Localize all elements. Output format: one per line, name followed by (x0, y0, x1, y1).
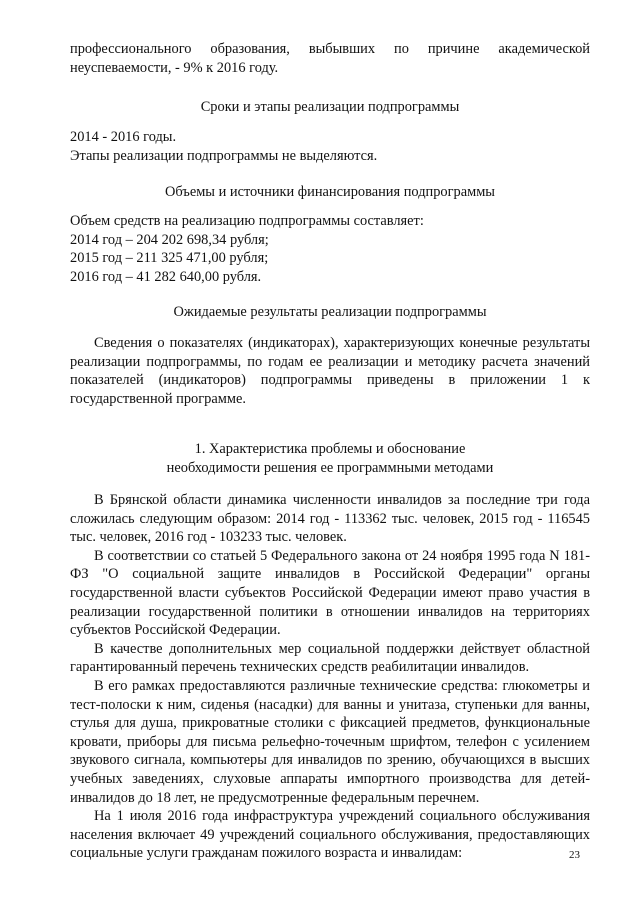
paragraph-additional-support: В качестве дополнительных мер социальной поддержки действует областной гарантированный перечень технических средств реабилитации инвалидов. (70, 640, 590, 676)
timing-block (70, 128, 590, 165)
timing-stages: Этапы реализации подпрограммы не выделяются. (70, 147, 378, 164)
section-heading-characteristics (70, 440, 590, 477)
characteristics-body (70, 491, 590, 863)
paragraph-infrastructure: На 1 июля 2016 года инфраструктура учреждений социального обслуживания населения включает 49 учреждений социального обслуживания, предоставляющих социальные услуги гражданам пожилого возраста и инвалидам: (70, 808, 590, 862)
paragraph-federal-law: В соответствии со статьей 5 Федерального закона от 24 ноября 1995 года N 181-ФЗ "О социальной защите инвалидов в Российской Федерации" органы государственной власти субъектов Российской Федерации имеют право участия в реализации государственной политики в отношении инвалидов на территориях субъектов Российской Федерации. (70, 547, 590, 639)
paragraph-disability-dynamics: В Брянской области динамика численности инвалидов за последние три года сложилась следующим образом: 2014 год - 113362 тыс. человек, 2015 год - 116545 тыс. человек, 2016 год - 103233 тыс. человек. (70, 492, 590, 546)
section-heading-line2: необходимости решения ее программными методами (166, 459, 494, 476)
heading-funding: Объемы и источники финансирования подпрограммы (165, 184, 495, 200)
paragraph-technical-means: В его рамках предоставляются различные технические средства: глюкометры и тест-полоски к ним, сиденья (насадки) для ванны и унитаза, ступеньки для ванны, стулья для душа, прикроватные столики с фиксацией предметов, функциональные кровати, приборы для письма рельефно-точечным шрифтом, телефон с усилением звукового сигнала, компьютеры для инвалидов по зрению, обучающихся в высших учебных заведениях, слуховые аппараты импортного производства для детей-инвалидов до 18 лет, не предусмотренные федеральным перечнем. (70, 677, 590, 806)
section-heading-line1: 1. Характеристика проблемы и обоснование (194, 441, 466, 457)
funding-2015: 2015 год – 211 325 471,00 рубля; (70, 250, 269, 267)
results-paragraph: Сведения о показателях (индикаторах), характеризующих конечные результаты реализации подпрограммы, по годам ее реализации и методику расчета значений показателей (индикаторов) подпрограммы приведены в приложении 1 к государственной программе. (70, 335, 590, 407)
funding-2016: 2016 год – 41 282 640,00 рубля. (70, 268, 262, 285)
funding-block (70, 212, 590, 286)
page-number: 23 (569, 849, 580, 861)
timing-years: 2014 - 2016 годы. (70, 129, 177, 145)
funding-2014: 2014 год – 204 202 698,34 рубля; (70, 231, 269, 248)
funding-lead: Объем средств на реализацию подпрограммы составляет: (70, 213, 424, 229)
heading-timing: Сроки и этапы реализации подпрограммы (200, 99, 460, 115)
heading-results: Ожидаемые результаты реализации подпрограммы (173, 304, 487, 320)
intro-paragraph: профессионального образования, выбывших по причине академической неуспеваемости, - 9% к 2016 году. (70, 41, 590, 76)
